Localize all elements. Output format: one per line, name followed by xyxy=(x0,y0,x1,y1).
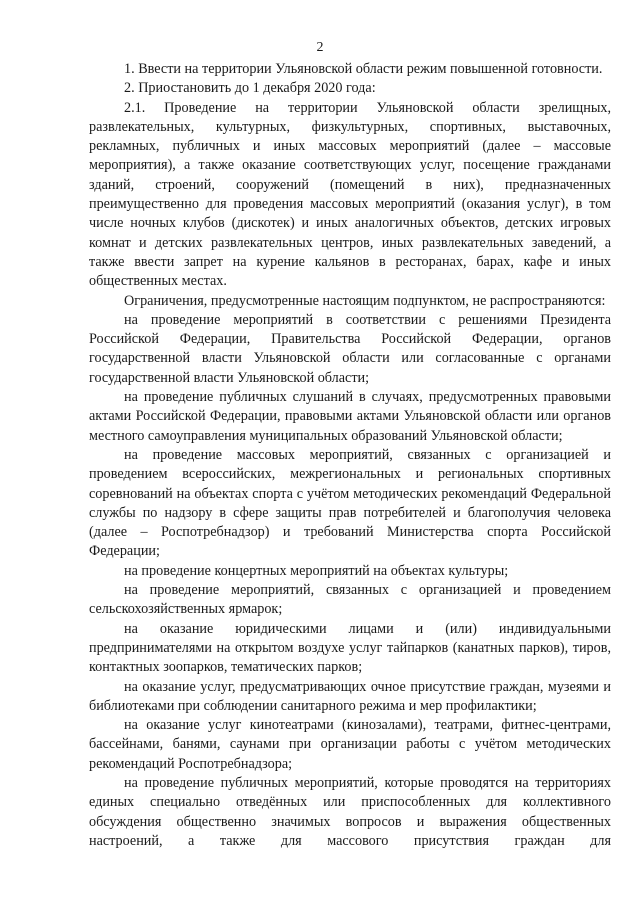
paragraph-exception-government: на проведение мероприятий в соответствии с решениями Президента Российской Федерации, Правительства Российской Федерации, органов государственной власти Ульяновской области или согласованные с органами государственной власти Ульяновской области; xyxy=(89,311,611,386)
paragraph-item-2: 2. Приостановить до 1 декабря 2020 года: xyxy=(124,80,376,97)
paragraph-restrictions-intro: Ограничения, предусмотренные настоящим подпунктом, не распространяются: xyxy=(124,292,606,309)
paragraph-exception-public-events: на проведение публичных мероприятий, которые проводятся на территориях единых специально отведённых или приспособленных для коллективного обсуждения общественно значимых вопросов и выражения общественных настроений, а также для массового присутствия граждан для xyxy=(89,774,611,849)
paragraph-item-1: 1. Ввести на территории Ульяновской области режим повышенной готовности. xyxy=(124,61,603,77)
paragraph-exception-cinemas: на оказание услуг кинотеатрами (кинозалами), театрами, фитнес-центрами, бассейнами, банями, саунами при организации работы с учётом методических рекомендаций Роспотребнадзора; xyxy=(89,717,611,772)
paragraph-item-2-1: 2.1. Проведение на территории Ульяновской области зрелищных, развлекательных, культурных, физкультурных, спортивных, выставочных, рекламных, публичных и иных массовых мероприятий (далее – массовые мероприятия), а также оказание соответствующих услуг, посещение гражданами зданий, строений, сооружений (помещений в них), предназначенных преимущественно для проведения массовых мероприятий (оказания услуг), в том числе ночных клубов (дискотек) и иных аналогичных объектов, детских игровых комнат и детских развлекательных центров, иных развлекательных заведений, а также ввести запрет на курение кальянов в ресторанах, барах, кафе и иных общественных местах. xyxy=(89,99,611,290)
paragraph-exception-hearings: на проведение публичных слушаний в случаях, предусмотренных правовыми актами Российской Федерации, правовыми актами Ульяновской области или органов местного самоуправления муниципальных образований Ульяновской области; xyxy=(89,389,611,444)
paragraph-exception-parks: на оказание юридическими лицами и (или) индивидуальными предпринимателями на открытом воздухе услуг тайпарков (канатных парков), тиров, контактных зоопарков, тематических парков; xyxy=(89,620,611,676)
paragraph-exception-sports: на проведение массовых мероприятий, связанных с организацией и проведением всероссийских, межрегиональных и региональных спортивных соревнований на объектах спорта с учётом методических рекомендаций Федеральной службы по надзору в сфере защиты прав потребителей и благополучия человека (далее – Роспотребнадзор) и требований Министерства спорта Российской Федерации; xyxy=(89,446,611,560)
page-number: 2 xyxy=(316,40,324,55)
document-body xyxy=(89,60,611,851)
paragraph-exception-fairs: на проведение мероприятий, связанных с организацией и проведением сельскохозяйственных ярмарок; xyxy=(89,582,611,618)
paragraph-exception-concerts: на проведение концертных мероприятий на объектах культуры; xyxy=(124,562,509,579)
paragraph-exception-museums: на оказание услуг, предусматривающих очное присутствие граждан, музеями и библиотеками при соблюдении санитарного режима и мер профилактики; xyxy=(89,678,611,714)
